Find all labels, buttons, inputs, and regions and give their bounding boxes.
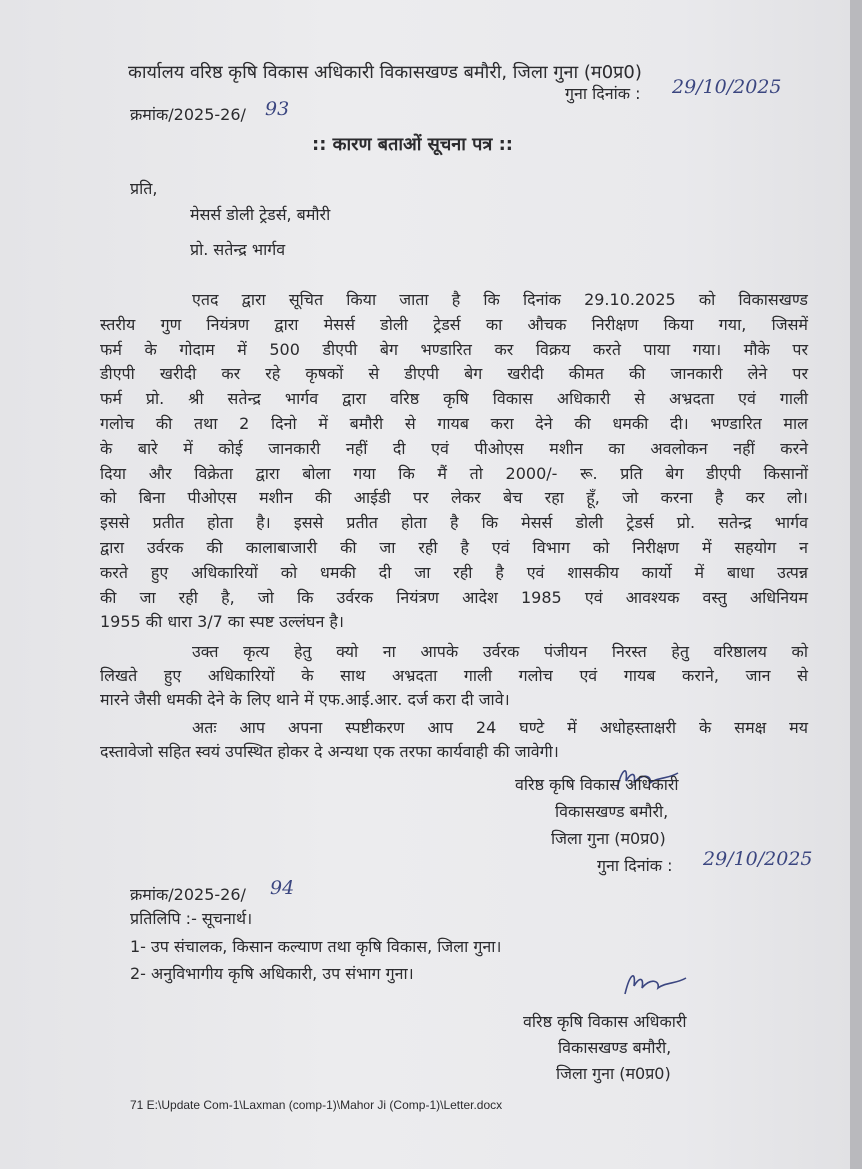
date-label: गुना दिनांक : (565, 84, 641, 103)
body-line: स्तरीय गुण नियंत्रण द्वारा मेसर्स डोली ट्रेडर्स का औचक निरीक्षण किया गया, जिसमें (100, 315, 808, 334)
signatory-block: विकासखण्ड बमौरी, (555, 802, 669, 821)
body-line: एतद द्वारा सूचित किया जाता है कि दिनांक 29.10.2025 को विकासखण्ड (192, 290, 808, 309)
handwritten-reference: 93 (265, 98, 290, 120)
handwritten-reference: 94 (270, 877, 295, 899)
file-path-footer: 71 E:\Update Com-1\Laxman (comp-1)\Mahor Ji (Comp-1)\Letter.docx (130, 1098, 503, 1112)
signatory-designation: वरिष्ठ कृषि विकास अधिकारी (515, 775, 679, 794)
body-line: को बिना पीओएस मशीन की आईडी पर लेकर बेच रहा हूँ, जो करना है कर लो। (100, 488, 808, 507)
handwritten-date: 29/10/2025 (703, 848, 813, 870)
body-line: दिया और विक्रेता द्वारा बोला गया कि मैं तो 2000/- रू. प्रति बेग डीएपी किसानों (100, 464, 808, 483)
copy-item: 2- अनुविभागीय कृषि अधिकारी, उप संभाग गुना। (130, 964, 414, 983)
handwritten-date: 29/10/2025 (672, 76, 782, 98)
body-line: फर्म प्रो. श्री सतेन्द्र भार्गव द्वारा वरिष्ठ कृषि विकास अधिकारी से अभ्रदता एवं गाली (100, 389, 808, 408)
body-line: 1955 की धारा 3/7 का स्पष्ट उल्लंघन है। (100, 612, 344, 631)
body-line: करते हुए अधिकारियों को धमकी दी जा रही है एवं शासकीय कार्यो में बाधा उत्पन्न (100, 563, 808, 582)
body-line: दस्तावेजो सहित स्वयं उपस्थित होकर दे अन्यथा एक तरफा कार्यवाही की जावेगी। (100, 742, 559, 761)
body-line: लिखते हुए अधिकारियों के साथ अभ्रदता गाली गलोच एवं गायब कराने, जान से (100, 666, 808, 685)
page-edge (850, 0, 862, 1169)
body-line: के बारे में कोई जानकारी नहीं दी एवं पीओएस मशीन का अवलोकन नहीं करने (100, 439, 808, 458)
office-heading: कार्यालय वरिष्ठ कृषि विकास अधिकारी विकासखण्ड बमौरी, जिला गुना (म0प्र0) (128, 62, 642, 83)
signatory-block: विकासखण्ड बमौरी, (558, 1038, 672, 1057)
body-line: डीएपी खरीदी कर रहे कृषकों से डीएपी बेग खरीदी कीमत की जानकारी लेने पर (100, 364, 808, 383)
signatory-district: जिला गुना (म0प्र0) (556, 1064, 671, 1083)
body-line: की जा रही है, जो कि उर्वरक नियंत्रण आदेश 1985 एवं आवश्यक वस्तु अधिनियम (100, 588, 808, 607)
body-line: गलोच की तथा 2 दिनो में बमौरी से गायब करा देने की धमकी दी। भण्डारित माल (100, 414, 808, 433)
date-label: गुना दिनांक : (597, 856, 673, 875)
copy-reference-label: क्रमांक/2025-26/ (130, 885, 246, 904)
reference-number-label: क्रमांक/2025-26/ (130, 105, 246, 124)
signature-2 (620, 968, 690, 998)
body-line: उक्त कृत्य हेतु क्यो ना आपके उर्वरक पंजीयन निरस्त हेतु वरिष्ठालय को (192, 642, 808, 661)
body-line: फर्म के गोदाम में 500 डीएपी बेग भण्डारित कर विक्रय करते पाया गया। मौके पर (100, 340, 808, 359)
recipient-proprietor: प्रो. सतेन्द्र भार्गव (190, 240, 286, 259)
signatory-designation: वरिष्ठ कृषि विकास अधिकारी (523, 1012, 687, 1031)
body-line: अतः आप अपना स्पष्टीकरण आप 24 घण्टे में अधोहस्ताक्षरी के समक्ष मय (192, 718, 808, 737)
document-title: :: कारण बताओं सूचना पत्र :: (312, 134, 513, 155)
recipient-to: प्रति, (130, 179, 158, 198)
copy-label: प्रतिलिपि :- सूचनार्थ। (130, 909, 253, 928)
copy-item: 1- उप संचालक, किसान कल्याण तथा कृषि विकास, जिला गुना। (130, 937, 502, 956)
recipient-firm: मेसर्स डोली ट्रेडर्स, बमौरी (190, 205, 331, 224)
signatory-district: जिला गुना (म0प्र0) (551, 829, 666, 848)
body-line: इससे प्रतीत होता है। इससे प्रतीत होता है कि मेसर्स डोली ट्रेडर्स प्रो. सतेन्द्र भार्गव (100, 513, 808, 532)
body-line: मारने जैसी धमकी देने के लिए थाने में एफ.आई.आर. दर्ज करा दी जावे। (100, 690, 510, 709)
body-line: द्वारा उर्वरक की कालाबाजारी की जा रही है एवं विभाग को निरीक्षण में सहयोग न (100, 538, 808, 557)
